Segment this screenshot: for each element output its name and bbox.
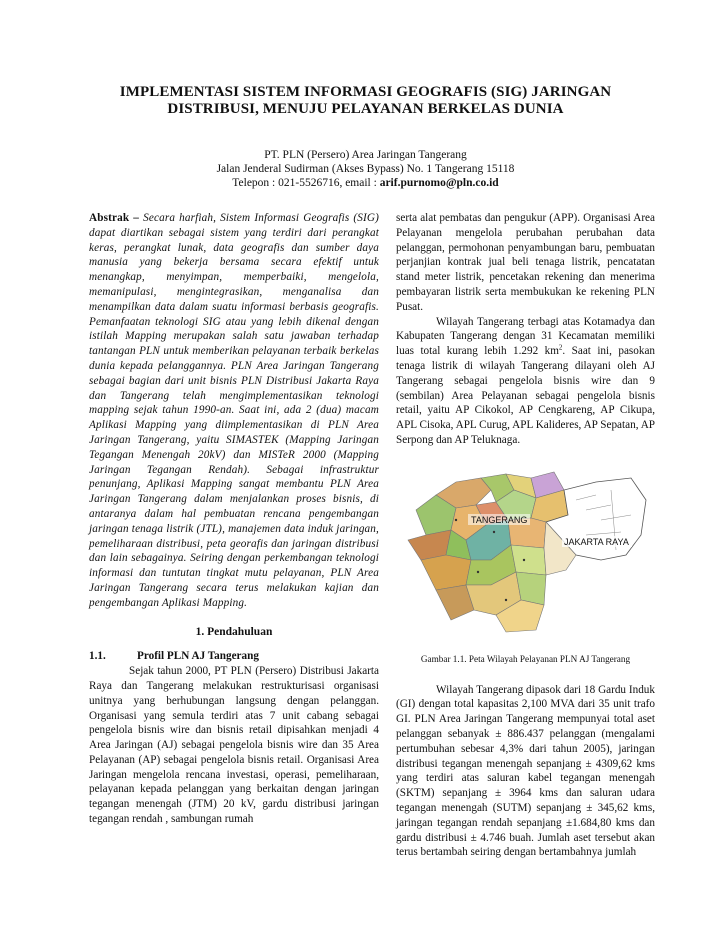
map-label-tangerang: TANGERANG [471,514,528,525]
figure-caption: Gambar 1.1. Peta Wilayah Pelayanan PLN AJ Tangerang [420,653,631,664]
abstract-text: Secara harfiah, Sistem Informasi Geografis (SIG) dapat diartikan sebagai sistem yang terdiri dari perangkat keras, perangkat lunak, data geografis dan sumber daya manusia yang bekerja bersama secara efektif untuk menangkap, menyimpan, memperbaiki, mengelola, memanipulasi, mengintegrasikan, menganalisa dan menampilkan data dalam suatu informasi berbasis geografis. Pemanfaatan teknologi SIG atau yang lebih dikenal dengan istilah Mapping merupakan salah satu jawaban terhadap tantangan PLN untuk memberikan pelayanan terbaik berkelas dunia kepada pelanggannya. PLN Area Jaringan Tangerang sebagai bagian dari unit bisnis PLN Distribusi Jakarta Raya dan Tangerang telah mengimplementasikan teknologi mapping sejak tahun 1990-an. Saat ini, ada 2 (dua) macam Aplikasi Mapping yang diimplementasikan di PLN Area Jaringan Tangerang, yaitu SIMASTEK (Mapping Jaringan Tegangan Menengah 20kV) dan MISTeR 2000 (Mapping Jaringan Tegangan Rendah). Sebagai infrastruktur penunjang, Aplikasi Mapping sangat membantu PLN Area Jaringan Tangerang dalam menjalankan proses bisnis, di antaranya dalam hal pembuatan rencana pengembangan jaringan tenaga listrik (JTL), manajemen data induk jaringan, pemeliharaan distribusi, peta georafis dan jaringan distribusi dan lain sebagainya. Seiring dengan perkembangan teknologi informasi dan tuntutan tingkat mutu pelayanan, PLN Area Jaringan Tangerang secara terus melakukan kajian dan pengembangan Aplikasi Mapping. [89,212,380,609]
subsection-title: Profil PLN AJ Tangerang [137,650,259,663]
map-region-16 [511,545,546,575]
map-point [505,599,507,601]
section-heading: 1. Pendahuluan [195,625,273,638]
abstract [89,211,379,611]
map-label-jakarta: JAKARTA RAYA [564,536,629,547]
abstract-label: Abstrak – [89,212,140,224]
service-area-map [396,460,655,648]
paper-title: IMPLEMENTASI SISTEM INFORMASI GEOGRAFIS (SIG) JARINGAN DISTRIBUSI, MENUJU PELAYANAN BERKELAS DUNIA [119,84,612,117]
affiliation [88,148,643,190]
subsection-number: 1.1. [89,650,106,663]
map-graphic [396,460,655,648]
right-paragraph-3: Wilayah Tangerang dipasok dari 18 Gardu Induk (GI) dengan total kapasitas 2,100 MVA dari 35 unit trafo GI. PLN Area Jaringan Tangerang mempunyai total aset pelanggan sebanyak ± 886.437 pelanggan (mengalami pertumbuhan sebesar 4,3% dari tahun 2005), jaringan distribusi tegangan menengah sepanjang ± 4309,62 kms yang terdiri atas saluran kabel tegangan menengah (SKTM) sepanjang ± 3964 kms dan saluran udara tegangan menengah (SUTM) sepanjang ± 345,62 kms, jaringan tegangan rendah sepanjang ±1.684,80 kms dan gardu distribusi ± 4.746 buah. Jumlah aset tersebut akan terus bertambah seiring dengan bertambahnya jumlah [396,683,655,859]
map-point [493,531,495,533]
affiliation-org: PT. PLN (Persero) Area Jaringan Tangerang [264,149,467,161]
email-link[interactable]: arif.purnomo@pln.co.id [379,177,499,189]
affiliation-address: Jalan Jenderal Sudirman (Akses Bypass) No. 1 Tangerang 15118 [216,163,515,175]
right-paragraph-2 [396,315,655,448]
map-point [455,519,457,521]
area-superscript: 2 [558,343,563,352]
right-paragraph-1: serta alat pembatas dan pengukur (APP). Organisasi Area Pelayanan mengelola perubahan perubahan data pelanggan, permohonan penyambungan baru, pembuatan perjanjian kontrak jual beli tenaga listrik, pencatatan stand meter listrik, pencetakan rekening dan menerima pembayaran listrik serta membukukan ke rekening PLN Pusat. [396,212,655,313]
map-point [523,559,525,561]
subsection-heading [89,649,379,664]
left-column [89,211,379,827]
map-point [477,571,479,573]
area-text-b: . Saat ini, pasokan tenaga listrik di wilayah Tangerang dilayani oleh AJ Tangerang sebagai pengelola bisnis wire dan 9 (sembilan) Area Pelayanan sebagai pengelola bisnis retail, yaitu AP Cikokol, AP Cengkareng, AP Cikupa, APL Cisoka, APL Curug, APL Kalideres, AP Sepatan, AP Serpong dan AP Teluknaga. [396,345,656,446]
contact-text: Telepon : 021-5526716, email : [232,177,380,189]
area-text-a: Wilayah Tangerang terbagi atas Kotamadya dan Kabupaten Tangerang dengan 31 Kecamatan memiliki luas total kurang lebih 1.292 km [396,315,655,358]
profile-paragraph: Sejak tahun 2000, PT PLN (Persero) Distribusi Jakarta Raya dan Tangerang melakukan restrukturisasi organisasi unitnya yang berhubungan langsung dengan pelanggan. Organisasi yang semula terdiri atas 7 unit cabang sebagai pengelola bisnis wire dan bisnis retail dipisahkan menjadi 4 Area Jaringan (AJ) sebagai pengelola bisnis wire dan 35 Area Pelayanan (AP) sebagai pengelola bisnis retail. Organisasi Area Jaringan mengelola rencana investasi, operasi, pemeliharaan, pelayanan kepada pelanggan yang berkaitan dengan jaringan tegangan menengah (JTM) 20 kV, gardu distribusi jaringan tegangan rendah , sambungan rumah [89,665,379,826]
affiliation-contact [88,176,643,190]
right-column [396,211,655,860]
